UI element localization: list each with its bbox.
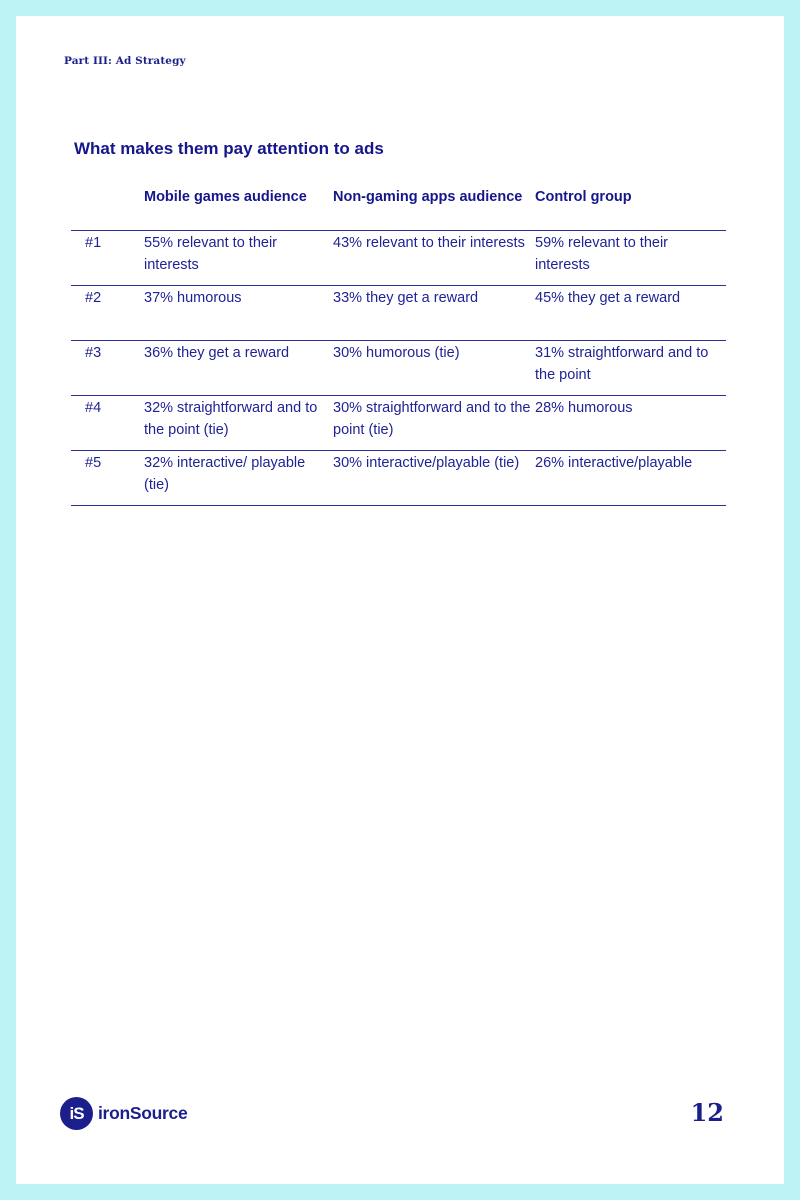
table-row bbox=[71, 341, 726, 396]
rank-cell: #5 bbox=[85, 455, 102, 471]
column-header-mobile-games: Mobile games audience bbox=[144, 189, 307, 205]
table-title: What makes them pay attention to ads bbox=[74, 139, 384, 158]
page-number: 12 bbox=[690, 1098, 724, 1127]
table-row bbox=[71, 286, 726, 341]
rank-cell: #1 bbox=[85, 235, 102, 251]
column-header-rank bbox=[71, 186, 144, 230]
mobile-games-cell: 32% interactive/ playable (tie) bbox=[144, 455, 306, 493]
control-cell: 31% straightforward and to the point bbox=[535, 345, 709, 383]
non-gaming-cell: 43% relevant to their interests bbox=[333, 235, 525, 251]
page bbox=[16, 16, 784, 1184]
column-header-control: Control group bbox=[535, 189, 632, 205]
non-gaming-cell: 33% they get a reward bbox=[333, 290, 479, 306]
rank-cell: #2 bbox=[85, 290, 102, 306]
rank-cell: #3 bbox=[85, 345, 102, 361]
table-row bbox=[71, 231, 726, 286]
ranking-table bbox=[71, 186, 726, 506]
ironsource-logo-icon: iS bbox=[60, 1097, 93, 1130]
mobile-games-cell: 32% straightforward and to the point (tie) bbox=[144, 400, 318, 438]
non-gaming-cell: 30% straightforward and to the point (tie) bbox=[333, 400, 531, 438]
control-cell: 26% interactive/playable bbox=[535, 455, 693, 471]
control-cell: 45% they get a reward bbox=[535, 290, 681, 306]
mobile-games-cell: 55% relevant to their interests bbox=[144, 235, 277, 273]
mobile-games-cell: 36% they get a reward bbox=[144, 345, 290, 361]
non-gaming-cell: 30% humorous (tie) bbox=[333, 345, 460, 361]
table-row bbox=[71, 396, 726, 451]
column-header-non-gaming: Non-gaming apps audience bbox=[333, 189, 523, 205]
table-row bbox=[71, 451, 726, 506]
ironsource-logo bbox=[60, 1097, 187, 1130]
mobile-games-cell: 37% humorous bbox=[144, 290, 242, 306]
non-gaming-cell: 30% interactive/playable (tie) bbox=[333, 455, 520, 471]
rank-cell: #4 bbox=[85, 400, 102, 416]
control-cell: 59% relevant to their interests bbox=[535, 235, 668, 273]
table-header-row bbox=[71, 186, 726, 231]
section-label: Part III: Ad Strategy bbox=[64, 55, 186, 67]
control-cell: 28% humorous bbox=[535, 400, 633, 416]
ironsource-wordmark: ironSource bbox=[98, 1103, 188, 1123]
